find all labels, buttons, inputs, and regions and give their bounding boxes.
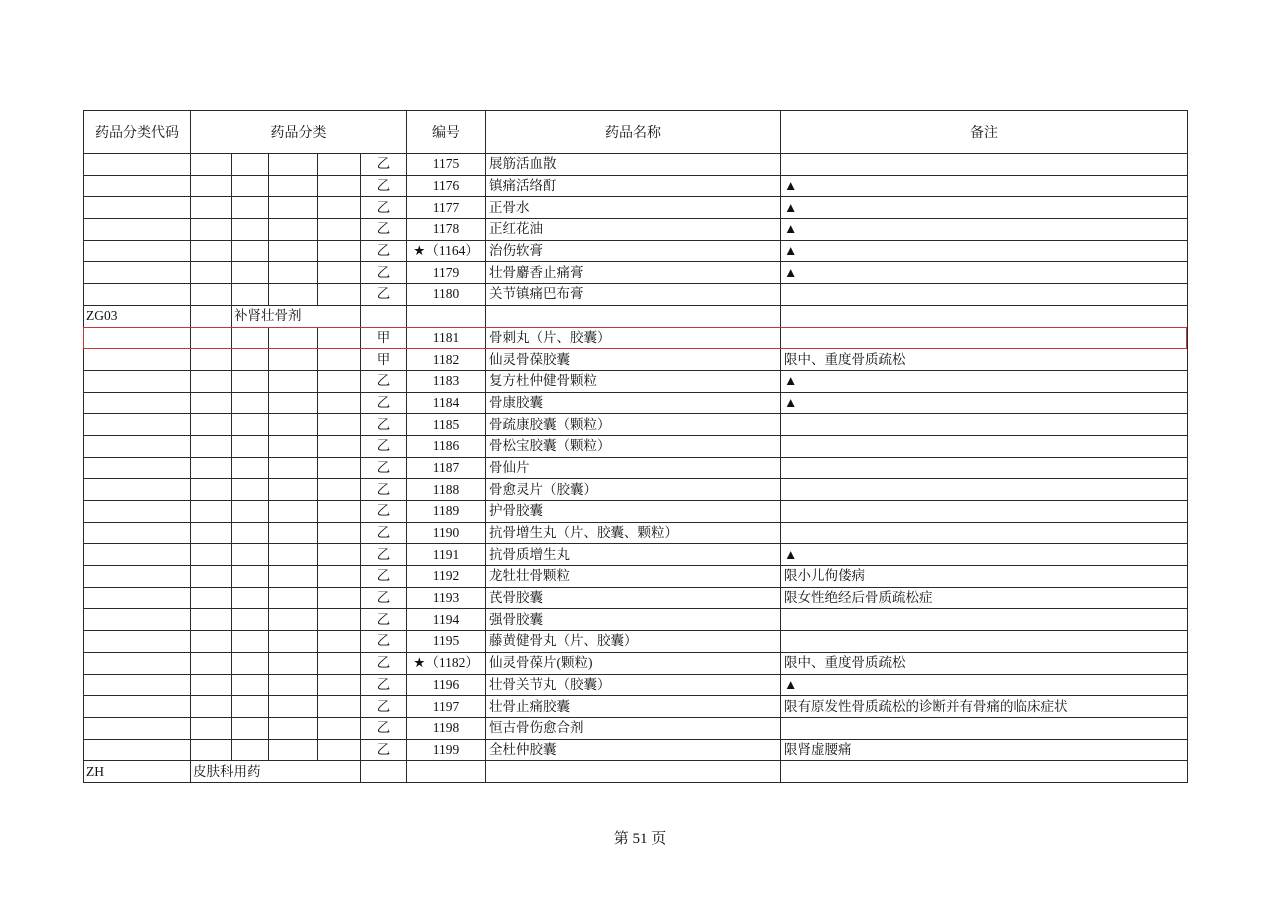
- drug-row[interactable]: [84, 522, 1188, 544]
- empty-cell: [269, 609, 318, 631]
- drug-name-cell: 抗骨质增生丸: [486, 544, 781, 566]
- empty-cell: [318, 522, 361, 544]
- empty-cell: [318, 544, 361, 566]
- table-body: [84, 154, 1188, 783]
- empty-cell: [191, 609, 232, 631]
- empty-cell: [318, 175, 361, 197]
- empty-cell: [232, 262, 269, 284]
- empty-cell: [269, 414, 318, 436]
- number-cell: 1198: [407, 717, 486, 739]
- drug-row[interactable]: [84, 609, 1188, 631]
- header-category: 药品分类: [191, 111, 407, 154]
- empty-cell: [191, 631, 232, 653]
- category-code-cell: [84, 652, 191, 674]
- note-cell: 限肾虚腰痛: [781, 739, 1188, 761]
- note-cell: ▲: [781, 219, 1188, 241]
- empty-cell: [232, 457, 269, 479]
- category-code-cell: [84, 457, 191, 479]
- category-code-cell: [84, 262, 191, 284]
- number-cell: 1186: [407, 435, 486, 457]
- number-cell: 1199: [407, 739, 486, 761]
- empty-cell: [318, 479, 361, 501]
- note-cell: [781, 327, 1188, 349]
- table-header-row: [84, 111, 1188, 154]
- note-cell: [781, 305, 1188, 327]
- category-code-cell: [84, 631, 191, 653]
- number-cell: 1196: [407, 674, 486, 696]
- number-cell: 1179: [407, 262, 486, 284]
- empty-cell: [232, 154, 269, 176]
- category-code-cell: [84, 219, 191, 241]
- header-category-code: 药品分类代码: [84, 111, 191, 154]
- grade-cell: 乙: [361, 479, 407, 501]
- drug-name-cell: 正红花油: [486, 219, 781, 241]
- grade-cell: 乙: [361, 392, 407, 414]
- empty-cell: [318, 457, 361, 479]
- drug-name-cell: 镇痛活络酊: [486, 175, 781, 197]
- number-cell: 1192: [407, 566, 486, 588]
- number-cell: 1180: [407, 284, 486, 306]
- drug-name-cell: 骨松宝胶囊（颗粒）: [486, 435, 781, 457]
- empty-cell: [232, 739, 269, 761]
- grade-cell: 乙: [361, 457, 407, 479]
- empty-cell: [232, 240, 269, 262]
- grade-cell: 乙: [361, 370, 407, 392]
- grade-cell: 乙: [361, 739, 407, 761]
- empty-cell: [191, 414, 232, 436]
- drug-row[interactable]: [84, 696, 1188, 718]
- grade-cell: 乙: [361, 544, 407, 566]
- category-code-cell: [84, 370, 191, 392]
- note-cell: [781, 609, 1188, 631]
- grade-cell: 乙: [361, 631, 407, 653]
- grade-cell: 甲: [361, 327, 407, 349]
- category-code-cell: [84, 566, 191, 588]
- number-cell: 1194: [407, 609, 486, 631]
- drug-row[interactable]: [84, 370, 1188, 392]
- note-cell: ▲: [781, 674, 1188, 696]
- drug-row[interactable]: [84, 587, 1188, 609]
- empty-cell: [191, 566, 232, 588]
- category-code-cell: [84, 240, 191, 262]
- category-name-cell: 补肾壮骨剂: [232, 305, 361, 327]
- empty-cell: [191, 652, 232, 674]
- empty-cell: [269, 392, 318, 414]
- grade-cell: 乙: [361, 717, 407, 739]
- note-cell: ▲: [781, 392, 1188, 414]
- drug-name-cell: 强骨胶囊: [486, 609, 781, 631]
- empty-cell: [232, 501, 269, 523]
- number-cell: 1182: [407, 349, 486, 371]
- category-code-cell: [84, 435, 191, 457]
- empty-cell: [191, 457, 232, 479]
- drug-name-cell: 关节镇痛巴布膏: [486, 284, 781, 306]
- drug-name-cell: [486, 305, 781, 327]
- drug-row[interactable]: [84, 240, 1188, 262]
- category-code-cell: [84, 717, 191, 739]
- note-cell: 限小儿佝偻病: [781, 566, 1188, 588]
- empty-cell: [269, 717, 318, 739]
- number-cell: 1183: [407, 370, 486, 392]
- drug-row[interactable]: [84, 349, 1188, 371]
- note-cell: 限中、重度骨质疏松: [781, 349, 1188, 371]
- empty-cell: [318, 284, 361, 306]
- drug-row[interactable]: [84, 435, 1188, 457]
- drug-name-cell: 仙灵骨葆胶囊: [486, 349, 781, 371]
- empty-cell: [269, 696, 318, 718]
- grade-cell: 乙: [361, 522, 407, 544]
- drug-name-cell: 骨康胶囊: [486, 392, 781, 414]
- empty-cell: [191, 392, 232, 414]
- note-cell: [781, 154, 1188, 176]
- grade-cell: 甲: [361, 349, 407, 371]
- empty-cell: [269, 587, 318, 609]
- note-cell: [781, 501, 1188, 523]
- empty-cell: [232, 392, 269, 414]
- empty-cell: [232, 566, 269, 588]
- empty-cell: [269, 284, 318, 306]
- note-cell: ▲: [781, 544, 1188, 566]
- empty-cell: [318, 370, 361, 392]
- empty-cell: [269, 652, 318, 674]
- empty-cell: [318, 219, 361, 241]
- empty-cell: [318, 674, 361, 696]
- empty-cell: [269, 197, 318, 219]
- grade-cell: 乙: [361, 154, 407, 176]
- empty-cell: [269, 240, 318, 262]
- number-cell: ★（1182）: [407, 652, 486, 674]
- note-cell: ▲: [781, 370, 1188, 392]
- empty-cell: [269, 219, 318, 241]
- grade-cell: 乙: [361, 197, 407, 219]
- drug-row[interactable]: [84, 414, 1188, 436]
- empty-cell: [232, 544, 269, 566]
- empty-cell: [318, 587, 361, 609]
- category-code-cell: [84, 479, 191, 501]
- drug-row[interactable]: [84, 175, 1188, 197]
- grade-cell: 乙: [361, 696, 407, 718]
- empty-cell: [191, 717, 232, 739]
- category-code-cell: [84, 501, 191, 523]
- number-cell: 1197: [407, 696, 486, 718]
- number-cell: 1175: [407, 154, 486, 176]
- number-cell: 1190: [407, 522, 486, 544]
- empty-cell: [318, 566, 361, 588]
- empty-cell: [232, 435, 269, 457]
- empty-cell: [232, 175, 269, 197]
- empty-cell: [191, 544, 232, 566]
- category-code-cell: [84, 175, 191, 197]
- number-cell: [407, 761, 486, 783]
- number-cell: 1187: [407, 457, 486, 479]
- drug-name-cell: 抗骨增生丸（片、胶囊、颗粒）: [486, 522, 781, 544]
- drug-row[interactable]: [84, 392, 1188, 414]
- empty-cell: [232, 631, 269, 653]
- empty-cell: [318, 609, 361, 631]
- empty-cell: [191, 349, 232, 371]
- category-code-cell: [84, 392, 191, 414]
- drug-name-cell: [486, 761, 781, 783]
- empty-cell: [191, 154, 232, 176]
- empty-cell: [191, 587, 232, 609]
- category-code-cell: [84, 674, 191, 696]
- empty-cell: [191, 435, 232, 457]
- drug-name-cell: 壮骨关节丸（胶囊）: [486, 674, 781, 696]
- drug-row[interactable]: [84, 284, 1188, 306]
- empty-cell: [269, 435, 318, 457]
- category-name-cell: 皮肤科用药: [191, 761, 361, 783]
- empty-cell: [269, 154, 318, 176]
- empty-cell: [191, 262, 232, 284]
- grade-cell: 乙: [361, 175, 407, 197]
- category-code-cell: [84, 197, 191, 219]
- drug-row[interactable]: [84, 457, 1188, 479]
- drug-row[interactable]: [84, 501, 1188, 523]
- number-cell: 1181: [407, 327, 486, 349]
- grade-cell: 乙: [361, 240, 407, 262]
- number-cell: 1176: [407, 175, 486, 197]
- empty-cell: [191, 284, 232, 306]
- category-code-cell: [84, 696, 191, 718]
- empty-cell: [318, 652, 361, 674]
- empty-cell: [232, 370, 269, 392]
- empty-cell: [269, 739, 318, 761]
- empty-cell: [318, 197, 361, 219]
- empty-cell: [191, 696, 232, 718]
- empty-cell: [318, 696, 361, 718]
- number-cell: 1184: [407, 392, 486, 414]
- note-cell: [781, 631, 1188, 653]
- empty-cell: [232, 327, 269, 349]
- empty-cell: [269, 370, 318, 392]
- drug-row[interactable]: [84, 219, 1188, 241]
- note-cell: [781, 479, 1188, 501]
- category-code-cell: [84, 739, 191, 761]
- drug-name-cell: 护骨胶囊: [486, 501, 781, 523]
- empty-cell: [191, 219, 232, 241]
- empty-cell: [232, 219, 269, 241]
- category-code-cell: [84, 522, 191, 544]
- empty-cell: [318, 154, 361, 176]
- drug-row[interactable]: [84, 544, 1188, 566]
- grade-cell: 乙: [361, 652, 407, 674]
- number-cell: ★（1164）: [407, 240, 486, 262]
- empty-cell: [269, 674, 318, 696]
- drug-name-cell: 仙灵骨葆片(颗粒): [486, 652, 781, 674]
- note-cell: 限中、重度骨质疏松: [781, 652, 1188, 674]
- grade-cell: 乙: [361, 566, 407, 588]
- number-cell: 1177: [407, 197, 486, 219]
- empty-cell: [318, 392, 361, 414]
- empty-cell: [318, 717, 361, 739]
- note-cell: ▲: [781, 262, 1188, 284]
- note-cell: 限有原发性骨质疏松的诊断并有骨痛的临床症状: [781, 696, 1188, 718]
- empty-cell: [318, 349, 361, 371]
- grade-cell: 乙: [361, 219, 407, 241]
- drug-name-cell: 藤黄健骨丸（片、胶囊）: [486, 631, 781, 653]
- drug-name-cell: 骨刺丸（片、胶囊）: [486, 327, 781, 349]
- empty-cell: [191, 327, 232, 349]
- empty-cell: [269, 544, 318, 566]
- drug-name-cell: 骨疏康胶囊（颗粒）: [486, 414, 781, 436]
- drug-row[interactable]: [84, 652, 1188, 674]
- empty-cell: [269, 349, 318, 371]
- drug-name-cell: 展筋活血散: [486, 154, 781, 176]
- empty-cell: [318, 262, 361, 284]
- category-code-cell: [84, 349, 191, 371]
- grade-cell: 乙: [361, 414, 407, 436]
- note-cell: ▲: [781, 197, 1188, 219]
- empty-cell: [232, 674, 269, 696]
- page-number: 第 51 页: [613, 831, 667, 847]
- drug-name-cell: 芪骨胶囊: [486, 587, 781, 609]
- empty-cell: [318, 739, 361, 761]
- drug-row[interactable]: [84, 631, 1188, 653]
- empty-cell: [232, 197, 269, 219]
- empty-cell: [269, 479, 318, 501]
- number-cell: 1178: [407, 219, 486, 241]
- drug-name-cell: 骨愈灵片（胶囊）: [486, 479, 781, 501]
- number-cell: 1191: [407, 544, 486, 566]
- empty-cell: [232, 587, 269, 609]
- note-cell: ▲: [781, 240, 1188, 262]
- category-code-cell: ZH: [84, 761, 191, 783]
- drug-row[interactable]: [84, 262, 1188, 284]
- drug-row[interactable]: [84, 739, 1188, 761]
- drug-name-cell: 壮骨麝香止痛膏: [486, 262, 781, 284]
- drug-row[interactable]: [84, 717, 1188, 739]
- number-cell: 1188: [407, 479, 486, 501]
- empty-cell: [232, 349, 269, 371]
- category-code-cell: [84, 609, 191, 631]
- category-row[interactable]: [84, 305, 1188, 327]
- empty-cell: [269, 501, 318, 523]
- drug-name-cell: 正骨水: [486, 197, 781, 219]
- drug-name-cell: 恒古骨伤愈合剂: [486, 717, 781, 739]
- empty-cell: [191, 674, 232, 696]
- empty-cell: [232, 522, 269, 544]
- note-cell: [781, 717, 1188, 739]
- drug-name-cell: 骨仙片: [486, 457, 781, 479]
- grade-cell: 乙: [361, 501, 407, 523]
- note-cell: 限女性绝经后骨质疏松症: [781, 587, 1188, 609]
- header-drug-name: 药品名称: [486, 111, 781, 154]
- empty-cell: [191, 739, 232, 761]
- drug-table: [83, 110, 1188, 783]
- grade-cell: 乙: [361, 609, 407, 631]
- number-cell: 1189: [407, 501, 486, 523]
- empty-cell: [318, 631, 361, 653]
- category-code-cell: [84, 587, 191, 609]
- number-cell: 1185: [407, 414, 486, 436]
- empty-cell: [318, 414, 361, 436]
- drug-row[interactable]: [84, 566, 1188, 588]
- drug-row[interactable]: [84, 197, 1188, 219]
- empty-cell: [269, 522, 318, 544]
- empty-cell: [232, 652, 269, 674]
- empty-cell: [318, 240, 361, 262]
- empty-cell: [191, 501, 232, 523]
- header-number: 编号: [407, 111, 486, 154]
- drug-row[interactable]: [84, 674, 1188, 696]
- empty-cell: [191, 479, 232, 501]
- category-code-cell: [84, 284, 191, 306]
- empty-cell: [232, 609, 269, 631]
- empty-cell: [232, 717, 269, 739]
- drug-list-sheet: [83, 110, 1187, 783]
- empty-cell: [269, 175, 318, 197]
- empty-cell: [318, 435, 361, 457]
- empty-cell: [232, 414, 269, 436]
- empty-cell: [191, 522, 232, 544]
- drug-row[interactable]: [84, 479, 1188, 501]
- grade-cell: 乙: [361, 587, 407, 609]
- empty-cell: [191, 240, 232, 262]
- empty-cell: [318, 327, 361, 349]
- category-code-cell: [84, 544, 191, 566]
- category-code-cell: [84, 414, 191, 436]
- empty-cell: [269, 262, 318, 284]
- grade-cell: 乙: [361, 262, 407, 284]
- number-cell: 1193: [407, 587, 486, 609]
- header-note: 备注: [781, 111, 1188, 154]
- empty-cell: [269, 631, 318, 653]
- empty-cell: [269, 566, 318, 588]
- note-cell: [781, 457, 1188, 479]
- grade-cell: [361, 305, 407, 327]
- note-cell: [781, 284, 1188, 306]
- drug-name-cell: 复方杜仲健骨颗粒: [486, 370, 781, 392]
- note-cell: [781, 522, 1188, 544]
- drug-row[interactable]: [84, 327, 1188, 349]
- category-code-cell: [84, 154, 191, 176]
- grade-cell: 乙: [361, 284, 407, 306]
- category-code-cell: ZG03: [84, 305, 191, 327]
- drug-name-cell: 壮骨止痛胶囊: [486, 696, 781, 718]
- drug-name-cell: 全杜仲胶囊: [486, 739, 781, 761]
- empty-cell: [269, 327, 318, 349]
- empty-cell: [232, 479, 269, 501]
- note-cell: [781, 435, 1188, 457]
- number-cell: 1195: [407, 631, 486, 653]
- empty-cell: [318, 501, 361, 523]
- drug-name-cell: 龙牡壮骨颗粒: [486, 566, 781, 588]
- grade-cell: 乙: [361, 674, 407, 696]
- category-code-cell: [84, 327, 191, 349]
- grade-cell: [361, 761, 407, 783]
- empty-cell: [191, 305, 232, 327]
- note-cell: ▲: [781, 175, 1188, 197]
- number-cell: [407, 305, 486, 327]
- drug-row[interactable]: [84, 154, 1188, 176]
- category-row[interactable]: [84, 761, 1188, 783]
- empty-cell: [232, 284, 269, 306]
- drug-name-cell: 治伤软膏: [486, 240, 781, 262]
- empty-cell: [232, 696, 269, 718]
- empty-cell: [191, 370, 232, 392]
- grade-cell: 乙: [361, 435, 407, 457]
- empty-cell: [191, 197, 232, 219]
- note-cell: [781, 414, 1188, 436]
- empty-cell: [269, 457, 318, 479]
- note-cell: [781, 761, 1188, 783]
- empty-cell: [191, 175, 232, 197]
